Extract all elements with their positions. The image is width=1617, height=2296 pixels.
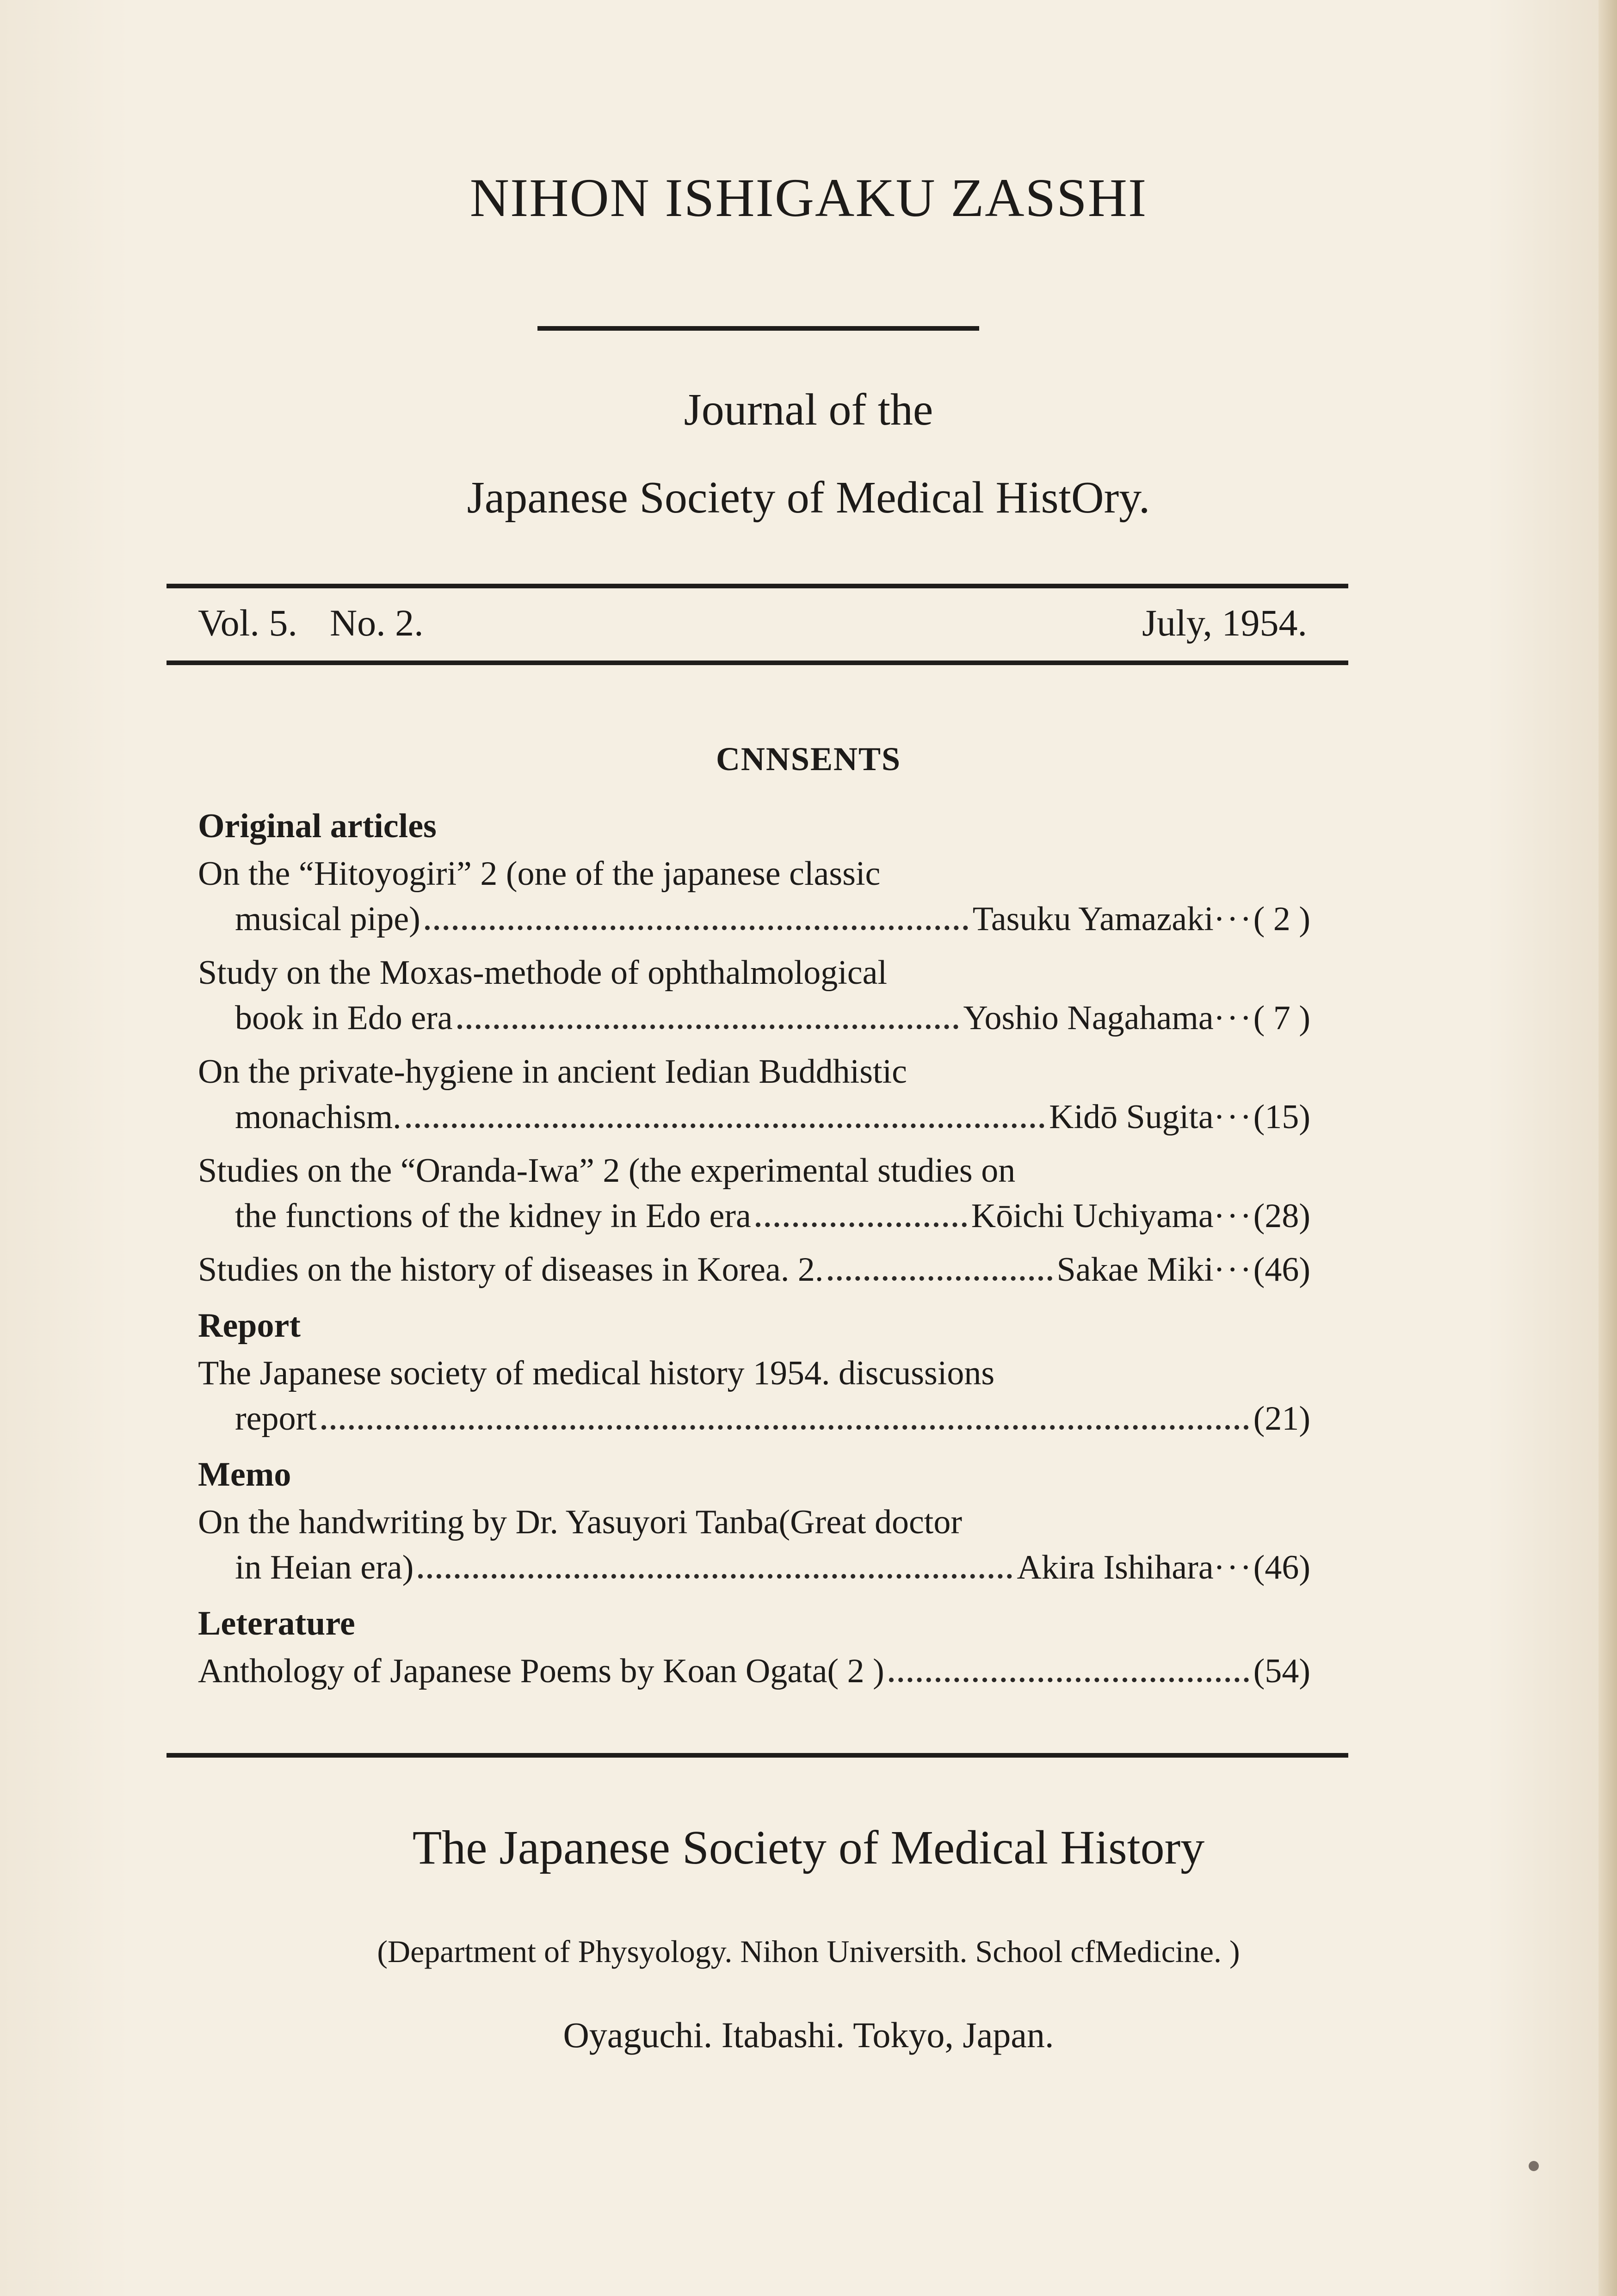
- number-label: No. 2.: [329, 602, 424, 644]
- entry-title-line2: monachism.: [235, 1098, 401, 1136]
- address-line: Oyaguchi. Itabashi. Tokyo, Japan.: [563, 2015, 1054, 2055]
- toc-entry: [198, 1648, 1310, 1694]
- entry-title-line1: Studies on the “Oranda-Iwa” 2 (the experimental studies on: [198, 1152, 1016, 1190]
- leader-dots: [425, 926, 968, 930]
- leader-dots: [406, 1123, 1044, 1128]
- entry-title-line2: Studies on the history of diseases in Korea. 2.: [198, 1251, 824, 1289]
- ellipsis-separator: ···: [1213, 1549, 1253, 1586]
- entry-line2: [198, 1247, 1310, 1292]
- leader-dots: [889, 1678, 1249, 1682]
- section-heading: Original articles: [198, 807, 437, 845]
- department-line: (Department of Physyology. Nihon Universith. School cfMedicine. ): [377, 1934, 1240, 1969]
- leader-dots: [828, 1276, 1052, 1281]
- entry-title-line1: The Japanese society of medical history 1954. discussions: [198, 1354, 995, 1392]
- entry-line2: [198, 1193, 1310, 1239]
- entry-page: (28): [1253, 1197, 1310, 1235]
- entry-page: (46): [1253, 1251, 1310, 1289]
- entry-page: (54): [1253, 1652, 1310, 1690]
- entry-title-line2: the functions of the kidney in Edo era: [235, 1197, 751, 1235]
- leader-dots: [457, 1025, 959, 1029]
- entry-title-line1: On the handwriting by Dr. Yasuyori Tanba(Great doctor: [198, 1503, 962, 1541]
- issue-volume-number: [198, 601, 456, 645]
- ellipsis-separator: ···: [1213, 1197, 1253, 1235]
- contents-heading: CNNSENTS: [716, 741, 901, 778]
- entry-title-line2: book in Edo era: [235, 999, 453, 1037]
- entry-title-line2: report: [235, 1400, 317, 1438]
- society-name: The Japanese Society of Medical History: [412, 1821, 1205, 1874]
- subtitle-line-2: Japanese Society of Medical HistOry.: [467, 473, 1150, 523]
- toc-entry: [198, 1351, 1310, 1441]
- entry-author: Kōichi Uchiyama: [971, 1197, 1214, 1235]
- entry-author: Yoshio Nagahama: [963, 999, 1214, 1037]
- section-heading: Leterature: [198, 1605, 355, 1642]
- entry-author: Akira Ishihara: [1017, 1549, 1214, 1586]
- toc-entry: [198, 1148, 1310, 1239]
- volume-label: Vol. 5.: [198, 602, 297, 644]
- entry-line2: [198, 896, 1310, 942]
- entry-author: Sakae Miki: [1056, 1251, 1214, 1289]
- entry-line2: [198, 995, 1310, 1041]
- entry-line2: [198, 1094, 1310, 1140]
- entry-author: Tasuku Yamazaki: [972, 900, 1214, 938]
- journal-title: NIHON ISHIGAKU ZASSHI: [469, 167, 1148, 228]
- issue-date: July, 1954.: [1142, 602, 1307, 644]
- toc-entry: [198, 1247, 1310, 1292]
- section-heading: Report: [198, 1307, 301, 1345]
- entry-title-line2: musical pipe): [235, 900, 420, 938]
- paper-spot: [1529, 2161, 1539, 2171]
- contents-rule-bottom: [167, 1753, 1348, 1758]
- ellipsis-separator: ···: [1213, 999, 1253, 1037]
- entry-line2: [198, 1396, 1310, 1441]
- entry-page: ( 7 ): [1253, 999, 1310, 1037]
- entry-title-line1: Study on the Moxas-methode of ophthalmological: [198, 954, 888, 992]
- toc-entry: [198, 1049, 1310, 1140]
- entry-title-line1: On the “Hitoyogiri” 2 (one of the japanese classic: [198, 855, 881, 893]
- entry-line2: [198, 1648, 1310, 1694]
- toc-entry: [198, 851, 1310, 942]
- entry-page: ( 2 ): [1253, 900, 1310, 938]
- leader-dots: [321, 1425, 1249, 1430]
- ellipsis-separator: ···: [1213, 1251, 1253, 1289]
- toc-entry: [198, 950, 1310, 1041]
- entry-title-line1: On the private-hygiene in ancient Iedian Buddhistic: [198, 1053, 907, 1091]
- entry-title-line2: Anthology of Japanese Poems by Koan Ogata( 2 ): [198, 1652, 884, 1690]
- entry-page: (15): [1253, 1098, 1310, 1136]
- entry-author: Kidō Sugita: [1049, 1098, 1214, 1136]
- entry-page: (21): [1253, 1400, 1310, 1438]
- table-of-contents: [198, 796, 1310, 1702]
- title-divider: [537, 326, 979, 331]
- leader-dots: [756, 1222, 967, 1227]
- ellipsis-separator: ···: [1213, 1098, 1253, 1136]
- leader-dots: [418, 1574, 1012, 1579]
- toc-entry: [198, 1500, 1310, 1590]
- issue-rule-top: [167, 584, 1348, 588]
- entry-title-line2: in Heian era): [235, 1549, 414, 1586]
- issue-rule-bottom: [167, 660, 1348, 665]
- ellipsis-separator: ···: [1213, 900, 1253, 938]
- entry-line2: [198, 1545, 1310, 1590]
- subtitle-line-1: Journal of the: [684, 385, 933, 435]
- section-heading: Memo: [198, 1456, 291, 1494]
- entry-page: (46): [1253, 1549, 1310, 1586]
